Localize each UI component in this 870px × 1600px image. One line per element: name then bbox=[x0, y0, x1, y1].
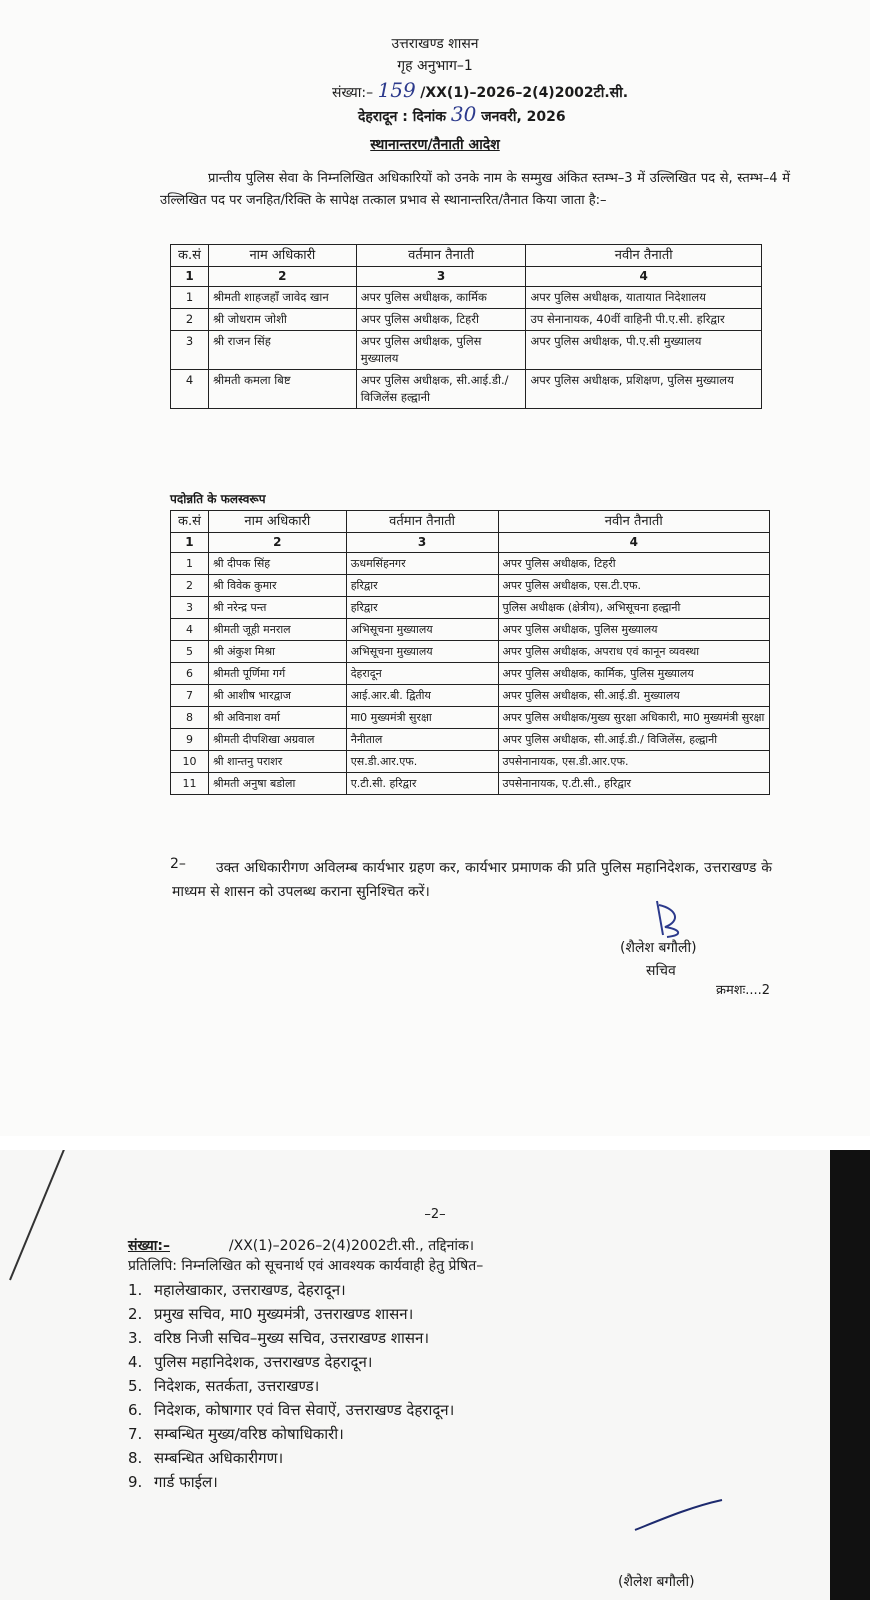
table-row bbox=[171, 729, 770, 751]
table-cell: हरिद्वार bbox=[346, 575, 498, 597]
table-header-row bbox=[171, 245, 762, 267]
date-suffix: जनवरी, 2026 bbox=[481, 109, 566, 125]
column-number: 2 bbox=[208, 533, 346, 553]
table-cell: 4 bbox=[171, 370, 209, 409]
table-cell: श्रीमती शाहजहाँ जावेद खान bbox=[208, 287, 356, 309]
order-number-label: संख्या:– bbox=[332, 85, 374, 101]
col-header: वर्तमान तैनाती bbox=[356, 245, 526, 267]
list-item: 5. निदेशक, सतर्कता, उत्तराखण्ड। bbox=[128, 1377, 320, 1395]
table-row bbox=[171, 619, 770, 641]
table-cell: श्री अंकुश मिश्रा bbox=[208, 641, 346, 663]
table-row bbox=[171, 663, 770, 685]
table-cell: अपर पुलिस अधीक्षक, अपराध एवं कानून व्यवस्था bbox=[498, 641, 770, 663]
government-name: उत्तराखण्ड शासन bbox=[391, 36, 479, 52]
list-item: 4. पुलिस महानिदेशक, उत्तराखण्ड देहरादून। bbox=[128, 1353, 373, 1371]
table-cell: अपर पुलिस अधीक्षक, पुलिस मुख्यालय bbox=[498, 619, 770, 641]
table-cell: श्री दीपक सिंह bbox=[208, 553, 346, 575]
table-cell: श्रीमती दीपशिखा अग्रवाल bbox=[208, 729, 346, 751]
table-cell: अपर पुलिस अधीक्षक, पी.ए.सी मुख्यालय bbox=[526, 331, 762, 370]
table-cell: उपसेनानायक, एस.डी.आर.एफ. bbox=[498, 751, 770, 773]
table-cell: पुलिस अधीक्षक (क्षेत्रीय), अभिसूचना हल्द्वानी bbox=[498, 597, 770, 619]
cc-number-line bbox=[128, 1236, 474, 1255]
table-cell: उप सेनानायक, 40वीं वाहिनी पी.ए.सी. हरिद्वार bbox=[526, 309, 762, 331]
table-cell: 1 bbox=[171, 553, 209, 575]
table-row bbox=[171, 597, 770, 619]
table-cell: हरिद्वार bbox=[346, 597, 498, 619]
table-row bbox=[171, 553, 770, 575]
col-header: नवीन तैनाती bbox=[498, 511, 770, 533]
column-number: 3 bbox=[346, 533, 498, 553]
table-cell: ऊधमसिंहनगर bbox=[346, 553, 498, 575]
department-name: गृह अनुभाग–1 bbox=[397, 58, 473, 74]
table-cell: श्री आशीष भारद्वाज bbox=[208, 685, 346, 707]
table-cell: 9 bbox=[171, 729, 209, 751]
list-item: 8. सम्बन्धित अधिकारीगण। bbox=[128, 1449, 284, 1467]
table-cell: अपर पुलिस अधीक्षक, सी.आई.डी. मुख्यालय bbox=[498, 685, 770, 707]
column-number: 4 bbox=[526, 267, 762, 287]
cc-number-label: संख्या:– bbox=[128, 1238, 170, 1254]
table-row bbox=[171, 331, 762, 370]
table-row bbox=[171, 685, 770, 707]
table-cell: 7 bbox=[171, 685, 209, 707]
table-cell: अपर पुलिस अधीक्षक, टिहरी bbox=[356, 309, 526, 331]
column-number-row bbox=[171, 533, 770, 553]
table-cell: उपसेनानायक, ए.टी.सी., हरिद्वार bbox=[498, 773, 770, 795]
table-cell: श्री विवेक कुमार bbox=[208, 575, 346, 597]
column-number: 4 bbox=[498, 533, 770, 553]
table-cell: श्री जोधराम जोशी bbox=[208, 309, 356, 331]
table-cell: अभिसूचना मुख्यालय bbox=[346, 641, 498, 663]
list-item: 1. महालेखाकार, उत्तराखण्ड, देहरादून। bbox=[128, 1281, 346, 1299]
table-cell: अपर पुलिस अधीक्षक, टिहरी bbox=[498, 553, 770, 575]
column-number: 3 bbox=[356, 267, 526, 287]
table-cell: 3 bbox=[171, 331, 209, 370]
column-number: 2 bbox=[208, 267, 356, 287]
table-cell: श्री अविनाश वर्मा bbox=[208, 707, 346, 729]
place-date-label: देहरादून : दिनांक bbox=[358, 109, 446, 125]
table-cell: 11 bbox=[171, 773, 209, 795]
transfer-table bbox=[170, 244, 762, 409]
col-header: वर्तमान तैनाती bbox=[346, 511, 498, 533]
table-cell: अपर पुलिस अधीक्षक, सी.आई.डी./ विजिलेंस, हल्द्वानी bbox=[498, 729, 770, 751]
continued-marker: क्रमशः....2 bbox=[716, 983, 771, 998]
col-header: नाम अधिकारी bbox=[208, 511, 346, 533]
table-cell: 6 bbox=[171, 663, 209, 685]
table-cell: अपर पुलिस अधीक्षक, यातायात निदेशालय bbox=[526, 287, 762, 309]
table-cell: 10 bbox=[171, 751, 209, 773]
place-date-line bbox=[358, 102, 566, 126]
table-cell: श्रीमती अनुषा बडोला bbox=[208, 773, 346, 795]
page2-signatory-name: (शैलेश बगौली) bbox=[618, 1574, 695, 1590]
table-cell: श्रीमती कमला बिष्ट bbox=[208, 370, 356, 409]
table-header-row bbox=[171, 511, 770, 533]
table-cell: श्रीमती जूही मनराल bbox=[208, 619, 346, 641]
order-title: स्थानान्तरण/तैनाती आदेश bbox=[370, 137, 500, 153]
promotion-table bbox=[170, 510, 770, 795]
table-cell: 5 bbox=[171, 641, 209, 663]
page-number: –2– bbox=[424, 1207, 446, 1222]
page-divider bbox=[0, 1136, 870, 1150]
table-cell: अपर पुलिस अधीक्षक, एस.टी.एफ. bbox=[498, 575, 770, 597]
table-row bbox=[171, 707, 770, 729]
table-cell: 3 bbox=[171, 597, 209, 619]
list-item: 7. सम्बन्धित मुख्य/वरिष्ठ कोषाधिकारी। bbox=[128, 1425, 344, 1443]
table-cell: अपर पुलिस अधीक्षक, सी.आई.डी./विजिलेंस हल्द्वानी bbox=[356, 370, 526, 409]
table-cell: श्री शान्तनु पराशर bbox=[208, 751, 346, 773]
para2-number: 2– bbox=[170, 856, 186, 872]
table-cell: अपर पुलिस अधीक्षक/मुख्य सुरक्षा अधिकारी, मा0 मुख्यमंत्री सुरक्षा bbox=[498, 707, 770, 729]
table-cell: एस.डी.आर.एफ. bbox=[346, 751, 498, 773]
table-row bbox=[171, 641, 770, 663]
table-cell: अपर पुलिस अधीक्षक, कार्मिक bbox=[356, 287, 526, 309]
table-row bbox=[171, 309, 762, 331]
column-number-row bbox=[171, 267, 762, 287]
table-cell: 2 bbox=[171, 309, 209, 331]
table-cell: मा0 मुख्यमंत्री सुरक्षा bbox=[346, 707, 498, 729]
table-row bbox=[171, 575, 770, 597]
table-cell: 2 bbox=[171, 575, 209, 597]
table-cell: श्री नरेन्द्र पन्त bbox=[208, 597, 346, 619]
table-cell: ए.टी.सी. हरिद्वार bbox=[346, 773, 498, 795]
list-item: 3. वरिष्ठ निजी सचिव–मुख्य सचिव, उत्तराखण्ड शासन। bbox=[128, 1329, 430, 1347]
col-header: नवीन तैनाती bbox=[526, 245, 762, 267]
promotion-section-title: पदोन्नति के फलस्वरूप bbox=[170, 492, 266, 506]
signatory-designation: सचिव bbox=[646, 963, 676, 979]
table-row bbox=[171, 751, 770, 773]
table-cell: नैनीताल bbox=[346, 729, 498, 751]
table-cell: 8 bbox=[171, 707, 209, 729]
col-header: नाम अधिकारी bbox=[208, 245, 356, 267]
cc-number-suffix: /XX(1)–2026–2(4)2002टी.सी., तद्दिनांक। bbox=[228, 1238, 475, 1254]
table-row bbox=[171, 287, 762, 309]
order-number-handwritten: 159 bbox=[377, 78, 416, 102]
table-cell: अपर पुलिस अधीक्षक, कार्मिक, पुलिस मुख्यालय bbox=[498, 663, 770, 685]
table-cell: अभिसूचना मुख्यालय bbox=[346, 619, 498, 641]
para2-text: उक्त अधिकारीगण अविलम्ब कार्यभार ग्रहण कर, कार्यभार प्रमाणक की प्रति पुलिस महानिदेशक, उत्तराखण्ड के माध्यम से शासन को उपलब्ध कराना सुनिश्चित करें। bbox=[172, 860, 772, 900]
order-number-suffix: /XX(1)–2026–2(4)2002टी.सी. bbox=[420, 85, 629, 101]
table-cell: देहरादून bbox=[346, 663, 498, 685]
col-header: क.सं bbox=[171, 511, 209, 533]
column-number: 1 bbox=[171, 533, 209, 553]
order-number-line bbox=[332, 78, 628, 102]
column-number: 1 bbox=[171, 267, 209, 287]
intro-paragraph: प्रान्तीय पुलिस सेवा के निम्नलिखित अधिकारियों को उनके नाम के सम्मुख अंकित स्तम्भ–3 में उल्लिखित पद से, स्तम्भ–4 में उल्लिखित पद पर जनहित/रिक्ति के सापेक्ष तत्काल प्रभाव से स्थानान्तरित/तैनात किया जाता है:– bbox=[160, 171, 790, 208]
signatory-name: (शैलेश बगौली) bbox=[620, 940, 697, 956]
list-item: 2. प्रमुख सचिव, मा0 मुख्यमंत्री, उत्तराखण्ड शासन। bbox=[128, 1305, 414, 1323]
signature-stroke bbox=[630, 1495, 730, 1535]
list-item: 6. निदेशक, कोषागार एवं वित्त सेवाऐं, उत्तराखण्ड देहरादून। bbox=[128, 1401, 455, 1419]
table-cell: श्री राजन सिंह bbox=[208, 331, 356, 370]
date-handwritten: 30 bbox=[450, 102, 477, 126]
table-row bbox=[171, 773, 770, 795]
cc-list bbox=[128, 1278, 454, 1494]
list-item: 9. गार्ड फाईल। bbox=[128, 1473, 218, 1491]
table-cell: श्रीमती पूर्णिमा गर्ग bbox=[208, 663, 346, 685]
table-cell: अपर पुलिस अधीक्षक, प्रशिक्षण, पुलिस मुख्यालय bbox=[526, 370, 762, 409]
table-cell: अपर पुलिस अधीक्षक, पुलिस मुख्यालय bbox=[356, 331, 526, 370]
table-cell: आई.आर.बी. द्वितीय bbox=[346, 685, 498, 707]
table-row bbox=[171, 370, 762, 409]
table-cell: 1 bbox=[171, 287, 209, 309]
signature-scribble bbox=[645, 895, 695, 940]
cc-intro: प्रतिलिपि: निम्नलिखित को सूचनार्थ एवं आवश्यक कार्यवाही हेतु प्रेषित– bbox=[128, 1258, 484, 1274]
col-header: क.सं bbox=[171, 245, 209, 267]
table-cell: 4 bbox=[171, 619, 209, 641]
